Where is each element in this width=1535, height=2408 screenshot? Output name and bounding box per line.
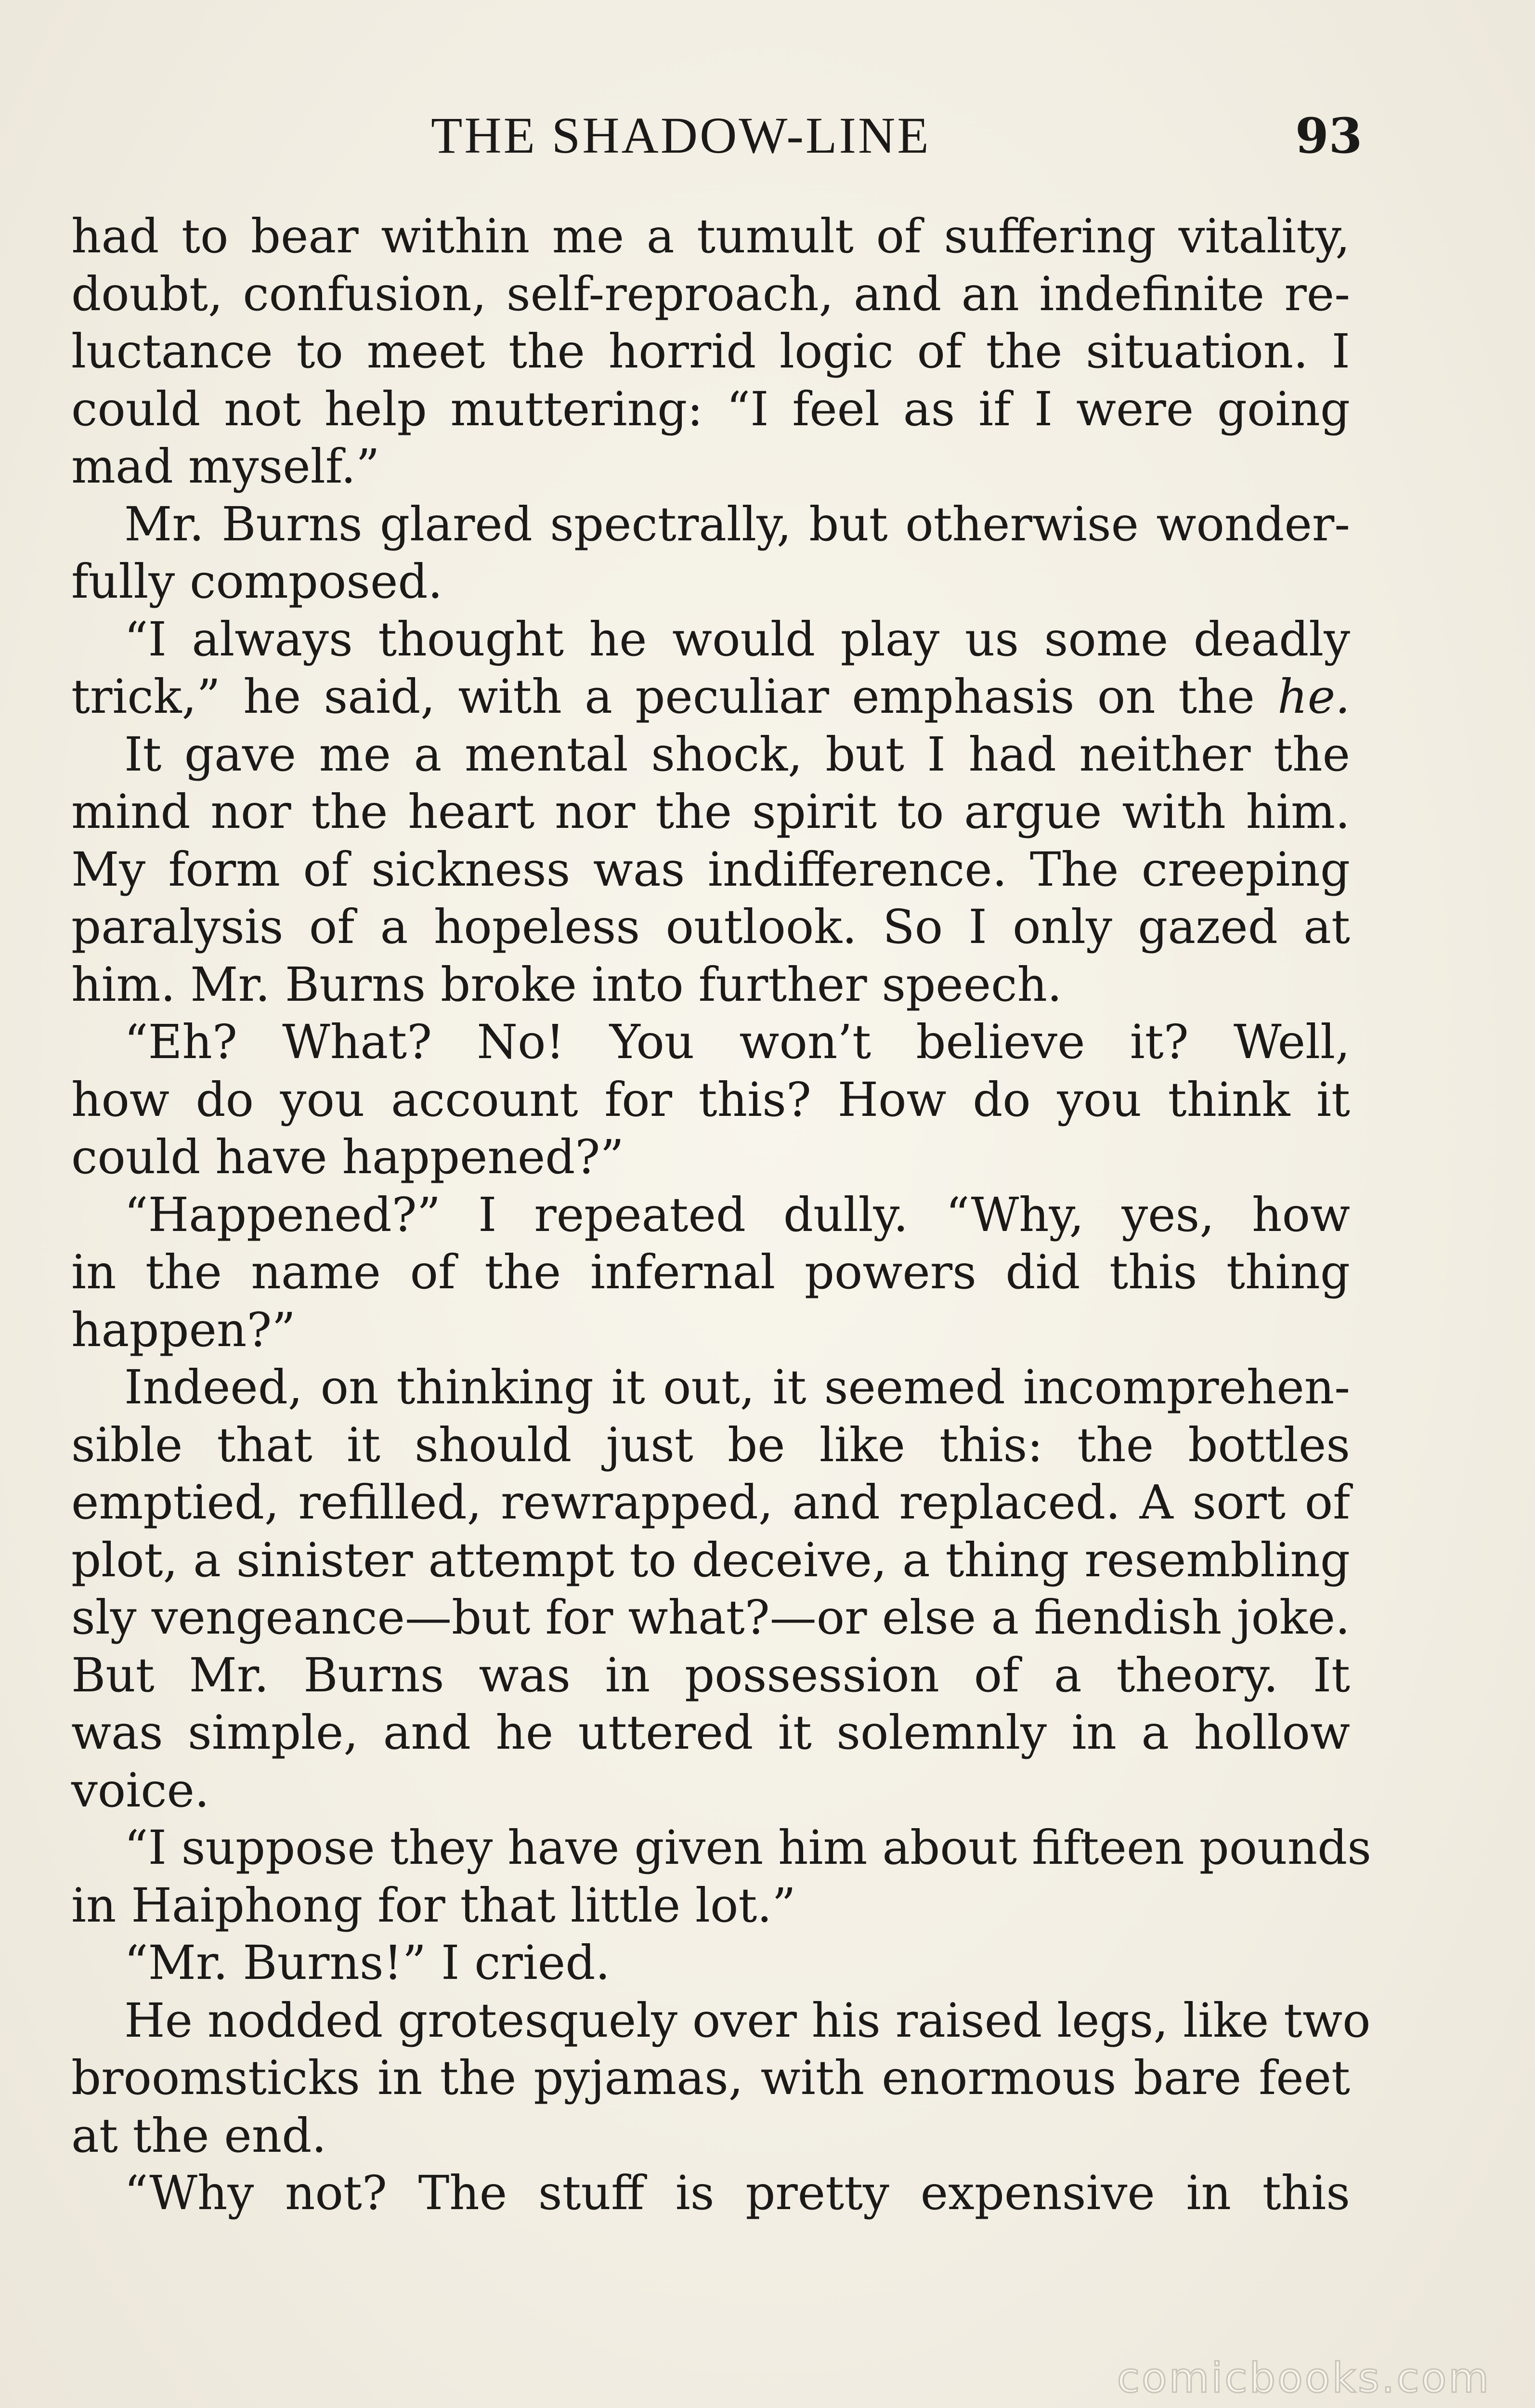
text-line: luctance to meet the horrid logic of the situation. I — [71, 324, 1350, 379]
text-line: mind nor the heart nor the spirit to argue with him. — [71, 785, 1350, 839]
watermark: comicbooks.com — [1117, 2354, 1491, 2402]
text-line: voice. — [71, 1763, 209, 1818]
text-line: doubt, confusion, self-reproach, and an indefinite re- — [71, 266, 1350, 321]
text-line: “Eh? What? No! You won’t believe it? Well, — [124, 1015, 1350, 1069]
text-line: It gave me a mental shock, but I had neither the — [124, 727, 1350, 782]
text-line: “Happened?” I repeated dully. “Why, yes, how — [124, 1187, 1350, 1242]
text-line: My form of sickness was indifference. The creeping — [71, 842, 1350, 897]
text-line: had to bear within me a tumult of suffering vitality, — [71, 209, 1350, 263]
text-line: was simple, and he uttered it solemnly in a hollow — [71, 1705, 1350, 1760]
text-line: could have happened?” — [71, 1130, 624, 1184]
text-line: him. Mr. Burns broke into further speech. — [71, 957, 1062, 1012]
text-line: paralysis of a hopeless outlook. So I only gazed at — [71, 900, 1350, 954]
text-line: fully composed. — [71, 554, 443, 609]
text-line: “Mr. Burns!” I cried. — [124, 1936, 611, 1990]
italic-emphasis: he. — [1277, 669, 1350, 724]
text-line: “Why not? The stuff is pretty expensive in this — [124, 2166, 1350, 2220]
running-title: THE SHADOW-LINE — [431, 107, 931, 164]
page-number: 93 — [1295, 107, 1363, 164]
running-head — [0, 107, 1535, 165]
text-line: But Mr. Burns was in possession of a theory. It — [71, 1648, 1350, 1702]
text-line: He nodded grotesquely over his raised legs, like two — [124, 1993, 1371, 2048]
text-line: Mr. Burns glared spectrally, but otherwise wonder- — [124, 497, 1350, 551]
text-line: “I always thought he would play us some deadly — [124, 612, 1350, 667]
body-text — [71, 208, 1371, 2222]
text-line: mad myself.” — [71, 439, 380, 494]
text-line: “I suppose they have given him about fifteen pounds — [124, 1820, 1371, 1875]
text-line-with-italic — [71, 668, 1350, 726]
text-line: broomsticks in the pyjamas, with enormous bare feet — [71, 2051, 1350, 2105]
text-line: in Haiphong for that little lot.” — [71, 1878, 796, 1933]
text-line: happen?” — [71, 1302, 296, 1357]
text-line: emptied, refilled, rewrapped, and replaced. A sort of — [71, 1475, 1350, 1530]
text-line: sible that it should just be like this: the bottles — [71, 1417, 1350, 1472]
text-line: sly vengeance—but for what?—or else a fiendish joke. — [71, 1590, 1350, 1645]
text-line: could not help muttering: “I feel as if I were going — [71, 381, 1350, 436]
text-line: how do you account for this? How do you think it — [71, 1072, 1350, 1127]
text-line: plot, a sinister attempt to deceive, a thing resembling — [71, 1532, 1350, 1587]
text-line-segment: trick,” he said, with a peculiar emphasis on the — [71, 669, 1278, 724]
text-line: in the name of the infernal powers did this thing — [71, 1245, 1350, 1299]
text-line: Indeed, on thinking it out, it seemed incomprehen- — [124, 1360, 1350, 1414]
text-line: at the end. — [71, 2108, 327, 2163]
